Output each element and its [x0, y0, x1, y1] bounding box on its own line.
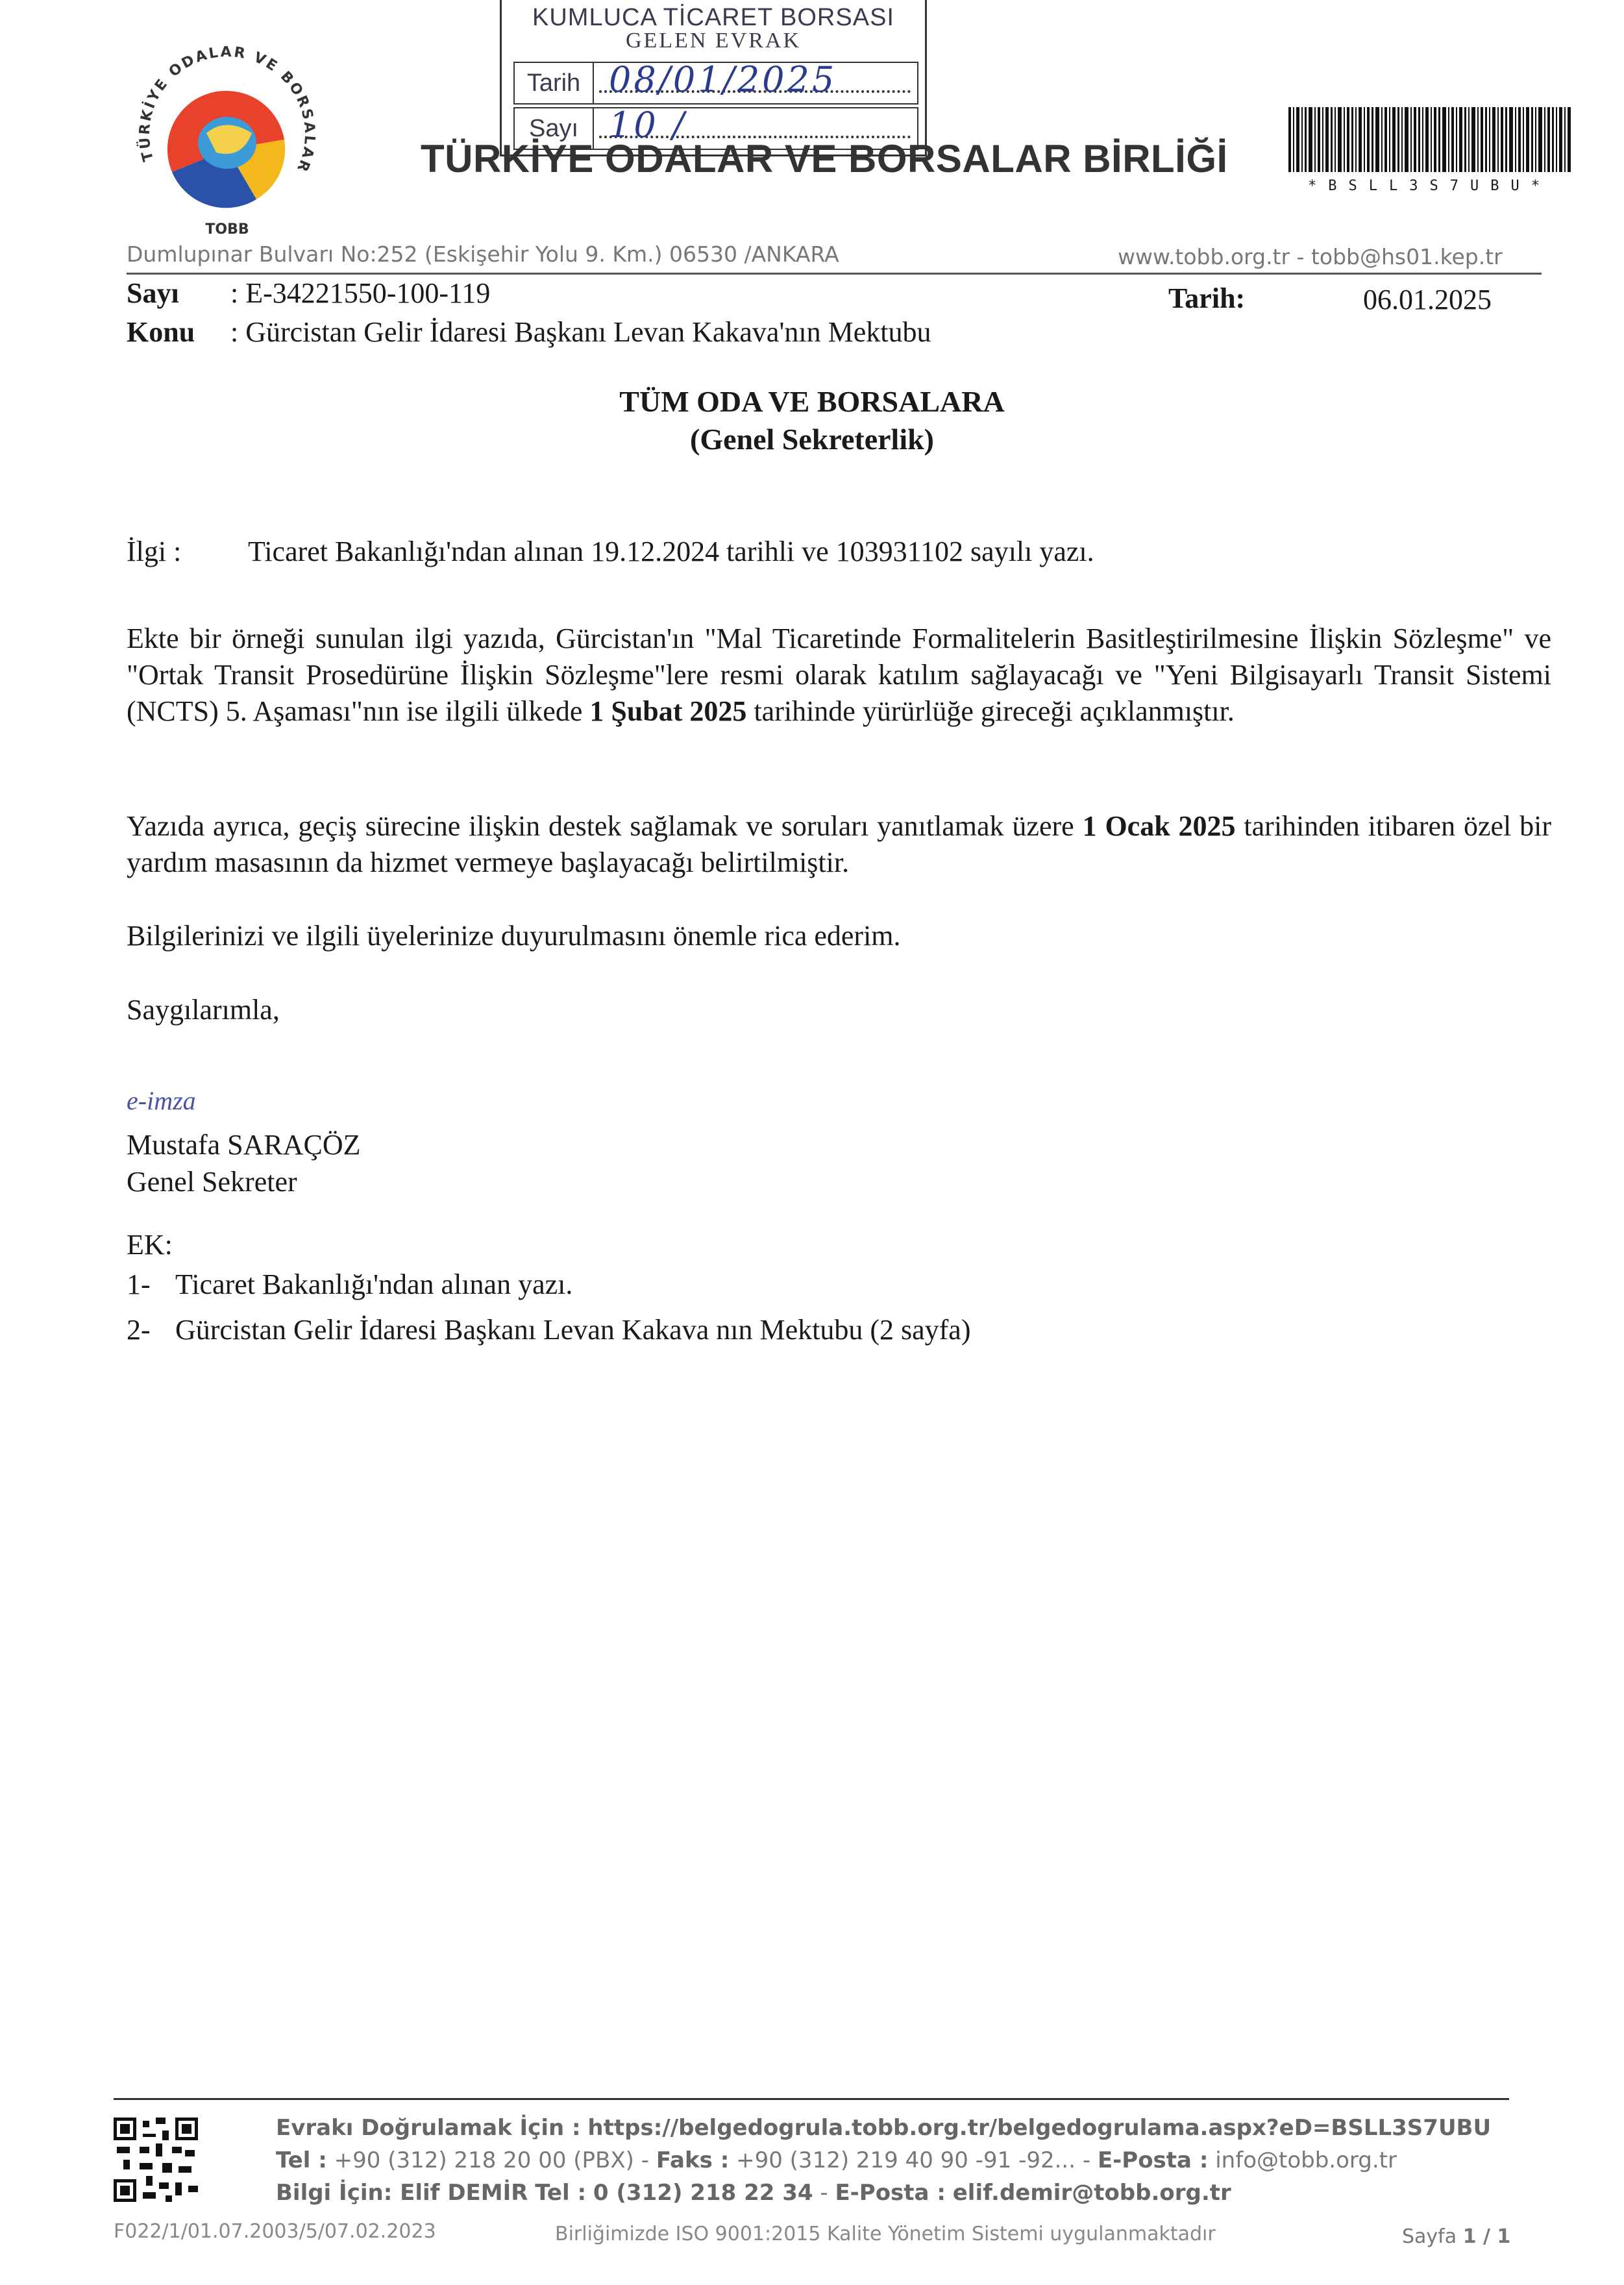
recipient-subline: (Genel Sekreterlik)	[690, 423, 934, 456]
konu-label: Konu	[127, 316, 195, 348]
attachment-no: 1-	[127, 1268, 151, 1300]
recipient-line: TÜM ODA VE BORSALARA	[619, 385, 1005, 418]
barcode-bars	[1288, 107, 1571, 172]
footer-email-link[interactable]: info@tobb.org.tr	[1215, 2147, 1397, 2173]
verify-url[interactable]: https://belgedogrula.tobb.org.tr/belgedogrulama.aspx?eD=BSLL3S7UBU	[587, 2115, 1492, 2141]
signer-title: Genel Sekreter	[127, 1166, 297, 1198]
logo-ring-text: TÜRKİYE ODALAR VE BORSALAR	[136, 44, 318, 176]
logo-abbr: TOBB	[205, 221, 249, 238]
barcode	[1288, 107, 1571, 172]
stamp-number-label: Sayı	[515, 108, 594, 149]
address: Dumlupınar Bulvarı No:252 (Eskişehir Yolu 9. Km.) 06530 /ANKARA	[127, 241, 839, 267]
info-line: Bilgi İçin: Elif DEMİR Tel : 0 (312) 218 22 34 - E-Posta : elif.demir@tobb.org.tr	[276, 2180, 1231, 2206]
attachment-no: 2-	[127, 1314, 151, 1346]
page-number: Sayfa 1 / 1	[1402, 2225, 1511, 2248]
sayi-label: Sayı	[127, 277, 179, 309]
iso-notice: Birliğimizde ISO 9001:2015 Kalite Yönetim Sistemi uygulanmaktadır	[555, 2223, 1216, 2245]
incoming-stamp	[500, 0, 927, 156]
form-code: F022/1/01.07.2003/5/07.02.2023	[114, 2220, 436, 2243]
verify-line: Evrakı Doğrulamak İçin : https://belgedogrula.tobb.org.tr/belgedogrulama.aspx?eD=BSLL3S7UBU	[276, 2115, 1492, 2141]
tel-fax-line: Tel : +90 (312) 218 20 00 (PBX) - Faks : +90 (312) 219 40 90 -91 -92... - E-Posta : info@tobb.org.tr	[276, 2147, 1397, 2173]
qr-code[interactable]	[114, 2118, 198, 2202]
konu-value: : Gürcistan Gelir İdaresi Başkanı Levan Kakava'nın Mektubu	[230, 316, 931, 348]
info-email-link[interactable]: elif.demir@tobb.org.tr	[952, 2180, 1231, 2206]
organization-title: TÜRKİYE ODALAR VE BORSALAR BİRLİĞİ	[421, 137, 1228, 180]
body-paragraph-1: Ekte bir örneği sunulan ilgi yazıda, Gürcistan'ın "Mal Ticaretinde Formalitelerin Basitleştirilmesine İlişkin Sözleşme" ve "Ortak Transit Prosedürüne İlişkin Sözleşme"lere resmi olarak katılım sağlayacağı ve "Yeni Bilgisayarlı Transit Sistemi (NCTS) 5. Aşaması"nın ise ilgili ülkede 1 Şubat 2025 tarihinde yürürlüğe gireceği açıklanmıştır.	[127, 623, 1551, 727]
header-divider	[127, 273, 1542, 275]
signer-name: Mustafa SARAÇÖZ	[127, 1129, 361, 1161]
qr-code-graphic	[114, 2118, 198, 2202]
stamp-date-row	[513, 59, 918, 105]
contact-links[interactable]: www.tobb.org.tr - tobb@hs01.kep.tr	[1118, 244, 1503, 269]
tobb-logo-graphic	[117, 36, 338, 243]
body-paragraph-3: Bilgilerinizi ve ilgili üyelerinize duyurulmasını önemle rica ederim.	[127, 920, 901, 952]
tarih-value: 06.01.2025	[1363, 284, 1492, 315]
closing: Saygılarımla,	[127, 994, 280, 1026]
stamp-date-handwritten: 08/01/2025	[609, 59, 837, 100]
sayi-value: : E-34221550-100-119	[230, 277, 491, 309]
ilgi-label: İlgi :	[127, 536, 182, 567]
attachments-label: EK:	[127, 1229, 173, 1261]
tarih-label: Tarih:	[1168, 282, 1246, 314]
tobb-logo	[117, 36, 338, 243]
body-paragraph-2: Yazıda ayrıca, geçiş sürecine ilişkin destek sağlamak ve soruları yanıtlamak üzere 1 Ocak 2025 tarihinden itibaren özel bir yardım masasının da hizmet vermeye başlayacağı belirtilmiştir.	[127, 810, 1551, 878]
stamp-subtitle: GELEN EVRAK	[625, 29, 802, 53]
stamp-date-label: Tarih	[515, 63, 594, 103]
e-signature-mark: e-imza	[127, 1086, 196, 1115]
attachment-item: Gürcistan Gelir İdaresi Başkanı Levan Kakava nın Mektubu (2 sayfa)	[175, 1314, 971, 1346]
footer-divider	[114, 2098, 1509, 2100]
stamp-number-handwritten: 10 /	[609, 105, 687, 145]
recipient-block	[0, 383, 1624, 458]
stamp-title: KUMLUCA TİCARET BORSASI	[532, 4, 894, 31]
barcode-code: *BSLL3S7UBU*	[1308, 178, 1551, 194]
attachment-item: Ticaret Bakanlığı'ndan alınan yazı.	[175, 1268, 573, 1300]
ilgi-text: Ticaret Bakanlığı'ndan alınan 19.12.2024 tarihli ve 103931102 sayılı yazı.	[248, 536, 1094, 567]
